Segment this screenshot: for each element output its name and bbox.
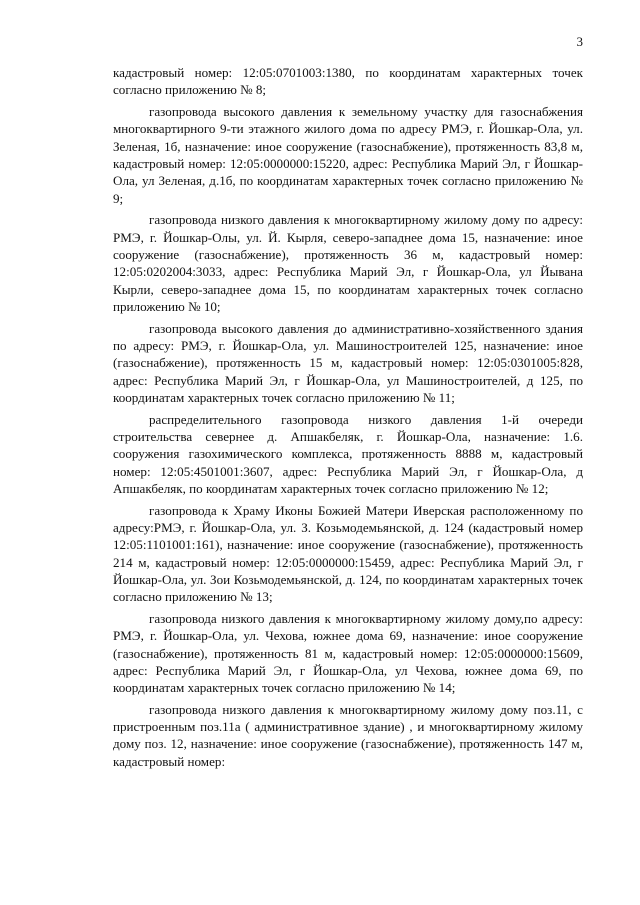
document-body bbox=[113, 64, 583, 775]
paragraph: газопровода к Храму Иконы Божией Матери Иверская расположенному по адресу:РМЭ, г. Йошкар-Ола, ул. З. Козьмодемьянской, д. 124 (кадастровый номер 12:05:1101001:161), назначение: иное сооружение (газоснабжение), протяженность 214 м, кадастровый номер: 12:05:0000000:15459, адрес: Республика Марий Эл, г Йошкар-Ола, ул. Зои Козьмодемьянской, д. 124, по координатам характерных точек согласно приложению № 13; bbox=[113, 502, 583, 605]
paragraph: газопровода высокого давления к земельному участку для газоснабжения многоквартирного 9-ти этажного жилого дома по адресу РМЭ, г. Йошкар-Ола, ул. Зеленая, 1б, назначение: иное сооружение (газоснабжение), протяженность 83,8 м, кадастровый номер: 12:05:0000000:15220, адрес: Республика Марий Эл, г Йошкар-Ола, ул Зеленая, д.1б, по координатам характерных точек согласно приложению № 9; bbox=[113, 104, 583, 206]
paragraph: газопровода низкого давления к многоквартирному жилому дому,по адресу: РМЭ, г. Йошкар-Ола, ул. Чехова, южнее дома 69, назначение: иное сооружение (газоснабжение), протяженность 81 м, кадастровый номер: 12:05:0000000:15609, адрес: Республика Марий Эл, г Йошкар-Ола, ул Чехова, южнее дома 69, по координатам характерных точек согласно приложению № 14; bbox=[113, 610, 583, 696]
paragraph: кадастровый номер: 12:05:0701003:1380, по координатам характерных точек согласно приложению № 8; bbox=[113, 65, 583, 98]
paragraph: газопровода низкого давления к многоквартирному жилому дому поз.11, с пристроенным поз.11а ( административное здание) , и многоквартирному жилому дому поз. 12, назначение: иное сооружение (газоснабжение), протяженность 147 м, кадастровый номер: bbox=[113, 701, 583, 769]
paragraph: распределительного газопровода низкого давления 1-й очереди строительства севернее д. Апшакбеляк, г. Йошкар-Ола, назначение: 1.6. сооружения газохимического комплекса, протяженность 8888 м, кадастровый номер: 12:05:4501001:3607, адрес: Республика Марий Эл, г Йошкар-Ола, д Апшакбеляк, по координатам характерных точек согласно приложению № 12; bbox=[113, 411, 583, 496]
paragraph: газопровода низкого давления к многоквартирному жилому дому по адресу: РМЭ, г. Йошкар-Олы, ул. Й. Кырля, северо-западнее дома 15, назначение: иное сооружение (газоснабжение), протяженность 36 м, кадастровый номер: 12:05:0202004:3033, адрес: Республика Марий Эл, г Йошкар-Ола, ул Йывана Кырли, северо-западнее дома 15, по координатам характерных точек согласно приложению № 10; bbox=[113, 212, 583, 314]
page-number: 3 bbox=[576, 34, 583, 49]
paragraph: газопровода высокого давления до административно-хозяйственного здания по адресу: РМЭ, г. Йошкар-Ола, ул. Машиностроителей 125, назначение: иное (газоснабжение), протяженность 15 м, кадастровый номер: 12:05:0301005:828, адрес: Республика Марий Эл, г Йошкар-Ола, ул Машиностроителей, д 125, по координатам характерных точек согласно приложению № 11; bbox=[113, 320, 583, 405]
